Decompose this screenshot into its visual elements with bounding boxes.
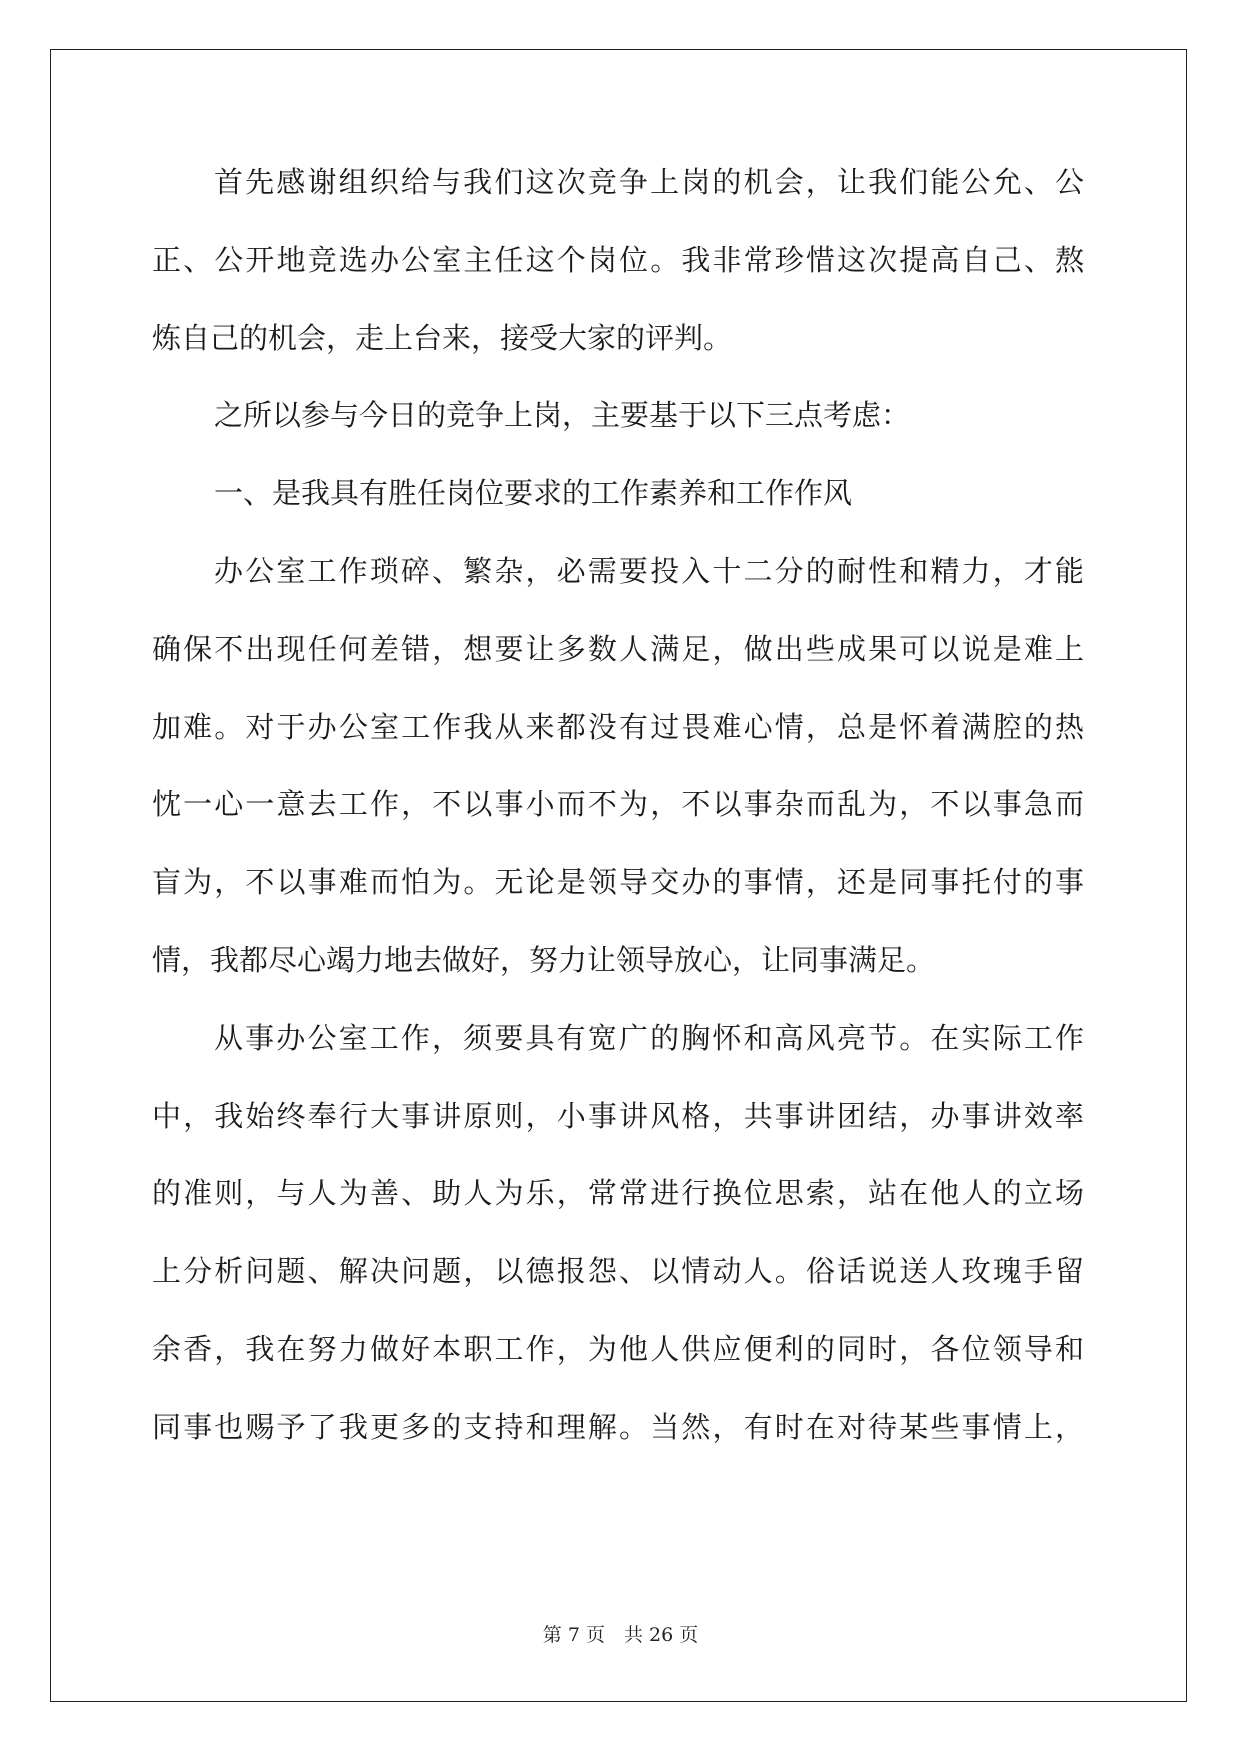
text-line: 中，我始终奉行大事讲原则，小事讲风格，共事讲团结，办事讲效率 [152,1098,1084,1133]
text-line: 确保不出现任何差错，想要让多数人满足，做出些成果可以说是难上 [152,631,1084,666]
text-line: 上分析问题、解决问题，以德报怨、以情动人。俗话说送人玫瑰手留 [152,1254,1084,1289]
text-line: 盲为，不以事难而怕为。无论是领导交办的事情，还是同事托付的事 [152,865,1084,900]
text-line: 正、公开地竞选办公室主任这个岗位。我非常珍惜这次提高自己、熬 [152,242,1084,277]
text-line: 忱一心一意去工作，不以事小而不为，不以事杂而乱为，不以事急而 [152,787,1084,822]
text-line: 的准则，与人为善、助人为乐，常常进行换位思索，站在他人的立场 [152,1176,1084,1211]
text-line: 一、是我具有胜任岗位要求的工作素养和工作作风 [214,476,853,511]
text-line: 炼自己的机会，走上台来，接受大家的评判。 [152,320,733,355]
text-line: 情，我都尽心竭力地去做好，努力让领导放心，让同事满足。 [152,942,936,977]
text-line: 加难。对于办公室工作我从来都没有过畏难心情，总是怀着满腔的热 [152,709,1084,744]
text-line: 余香，我在努力做好本职工作，为他人供应便利的同时，各位领导和 [152,1331,1084,1366]
text-line: 之所以参与今日的竞争上岗，主要基于以下三点考虑： [214,398,911,433]
text-line: 首先感谢组织给与我们这次竞争上岗的机会，让我们能公允、公 [214,165,1084,199]
text-line: 同事也赐予了我更多的支持和理解。当然，有时在对待某些事情上， [152,1409,1084,1444]
page-number-footer [0,1620,1241,1647]
page-label: 第 7 页 共 26 页 [542,1624,699,1646]
text-line: 从事办公室工作，须要具有宽广的胸怀和高风亮节。在实际工作 [214,1020,1084,1055]
text-line: 办公室工作琐碎、繁杂，必需要投入十二分的耐性和精力，才能 [214,553,1084,588]
document-body [152,162,1084,1485]
